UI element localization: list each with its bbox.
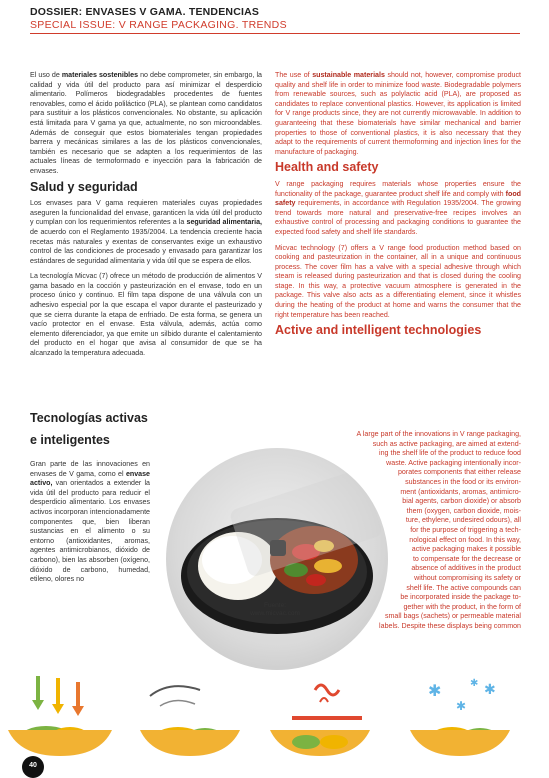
pot-steam-icon <box>270 685 370 756</box>
heading-salud-seguridad: Salud y seguridad <box>30 179 138 194</box>
svg-text:✱: ✱ <box>484 682 496 698</box>
pot-cold-icon <box>410 678 510 756</box>
right-paragraph-1: The use of sustainable materials should not, however, compromise product quality and shelf life in order to minimize food waste. Biodegradable polymers from renewable sources, such as polylactic acid (PLA), are proposed as candidates to replace conventional plastics. However, its application is limited for V range products since, they are not currently microwavable. In addition to guaranteeing that these biomaterials have similar mechanical and barrier properties to those of conventional plastics, it is also necessary that they adapt to the requirements of current thermoforming and injection lines for the manufacture of packaging. <box>275 71 521 156</box>
svg-text:✱: ✱ <box>470 678 479 689</box>
svg-text:✱: ✱ <box>428 681 442 700</box>
heading-health-safety: Health and safety <box>275 160 379 175</box>
right-paragraph-2: V range packaging requires materials whose properties ensure the functionality of the package, guarantee product shelf life and comply with food safety requirements, in accordance with Regulation 1935/2004. The growing trend towards more natural and preservative-free recipes involves an exhaustive control of processing and packaging conditions to guarantee the expected food safety and shelf life standards. <box>275 179 521 236</box>
left-paragraph-4: Gran parte de las innovaciones en envases de V gama, como el envase activo, van orientados a extender la vida útil del producto para reducir el desperdicio alimentario. Los envases activos incorporan intencionadamente componentes que, bien liberan sustancias en el alimento o su entorno (antioxidantes, aromas, agentes antimicrobianos, dióxido de carbono), bien las absorben (oxígeno, dióxido de carbono, humedad, etileno, olores no <box>30 460 150 584</box>
left-paragraph-1: El uso de materiales sostenibles no debe comprometer, sin embargo, la calidad y vida útil del producto para así minimizar el desperdicio alimentario. Polímeros biodegradables procedentes de fuentes renovables, como el ácido poliláctico (PLA), se plantean como candidatos para sustituir a los plásticos convencionales. No obstante, su aplicación está limitada para V gama ya que, actualmente, no son microondables. Además de conseguir que estos biomateriales tengan propiedades barrera y mecánicas similares a las de los plásticos convencionales, también es necesario que se adapten a los requerimientos de las actuales líneas de termoformado e inyección para la fabricación de envases. <box>30 71 262 175</box>
right-paragraph-3: Micvac technology (7) offers a V range food production method based on cooking and pasteurization in the container, all in a unique and continuous process. The cover film has a valve with a special adhesive through which steam is released during pasteurization and that is closed during the cooling stage. In this way, a protective vacuum atmosphere is generated in the package. This valve also acts as a differentiating element, since it whistles during the heating of the product at home and warns the consumer that the right temperature has been reached. <box>275 243 521 319</box>
left-paragraph-2: Los envases para V gama requieren materiales cuyas propiedades aseguren la funcionalidad del envase, garanticen la vida útil del producto y cumplan con los requerimientos referentes a la seguridad alimentaria, de acuerdo con el Reglamento 1935/2004. La tendencia creciente hacia recetas más naturales y exentas de conservantes exige un exhaustivo control de las condiciones de procesado y envasado para garantizar los estándares de seguridad alimentaria y vida útil que se espera de ellos. <box>30 199 262 265</box>
pot-arrows-icon <box>8 676 112 756</box>
section-title: DOSSIER: ENVASES V GAMA. TENDENCIAS <box>30 6 260 18</box>
left-paragraph-3: La tecnología Micvac (7) ofrece un método de producción de alimentos V gama basado en la cocción y pasteurización en el envase, todo en un proceso único y continuo. El film tapa dispone de una válvula con un adhesivo especial por la que escapa el vapor durante el pasteurizado y que se cierra durante la etapa de enfriado. De esta forma, se genera un vacío protector en el envase. Esta válvula, además, actúa como elemento diferenciador, ya que emite un silbido durante el calentamiento del producto en el hogar que avisa al consumidor de que se ha alcanzado la temperatura adecuada. <box>30 272 262 358</box>
heading-tecnologias-1: Tecnologías activas <box>30 411 148 425</box>
svg-text:✱: ✱ <box>456 699 467 713</box>
left-column <box>30 71 262 365</box>
right-column <box>275 71 521 343</box>
heading-tecnologias-2: e inteligentes <box>30 433 110 447</box>
bottom-illustration-strip <box>0 676 549 756</box>
section-subtitle: SPECIAL ISSUE: V RANGE PACKAGING. TRENDS <box>30 19 287 31</box>
pot-lid-icon <box>140 686 240 756</box>
meal-tray-illustration <box>166 448 388 670</box>
micvac-meal-photo <box>166 448 388 670</box>
photo-caption: Fuente: www.micvac.com <box>250 602 300 617</box>
right-paragraph-4: A large part of the innovations in V range packaging, such as active packaging, are aimed at extend- ing the shelf life of the product to reduce food waste. Active packaging intentionally incor- porates components that either release substances in the food or its environ- ment (antioxidants, aromas, antimicro- bial agents, carbon dioxide) or absorb them (oxygen, carbon dioxide, mois- ture, ethylene, undesired odours), all for the purpose of triggering a tech- nological effect on food. In this way, active packaging makes it possible to compensate for the decrease or absence of additives in the product without compromising its safety or shelf life. The active compounds can be incorporated inside the package to- gether with the product, in the form of small bags (sachets) or permeable material labels. Despite these displays being common <box>356 430 521 630</box>
heading-active-intelligent: Active and intelligent technologies <box>275 323 482 338</box>
header-divider <box>30 33 520 34</box>
page-number: 40 <box>22 756 44 778</box>
